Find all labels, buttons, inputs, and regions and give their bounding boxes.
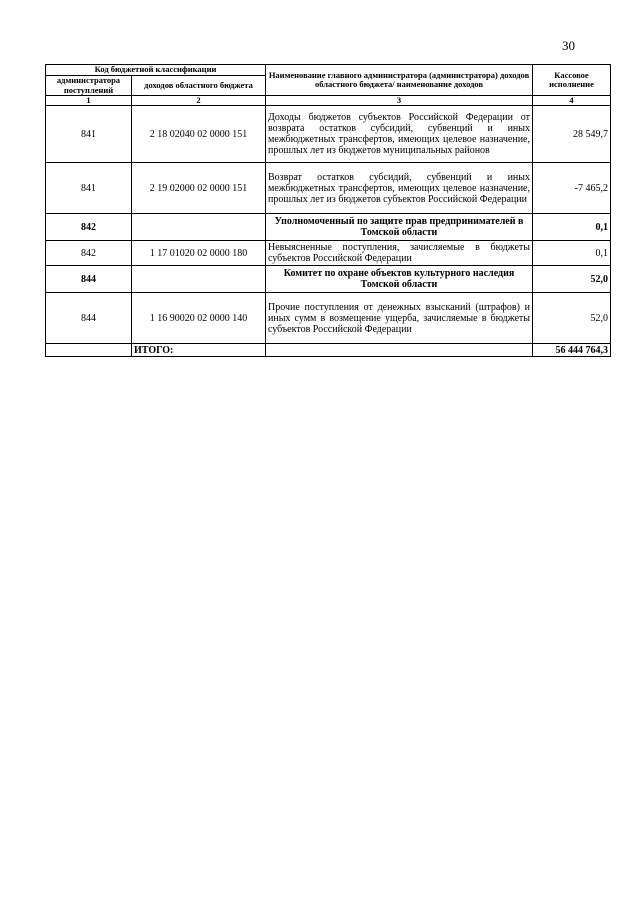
cash-amount: 52,0 xyxy=(533,266,611,293)
admin-code: 841 xyxy=(46,163,132,214)
total-label: ИТОГО: xyxy=(132,344,266,357)
header-admin-column: администратора поступлений xyxy=(46,76,132,96)
column-number: 4 xyxy=(533,96,611,106)
admin-code: 844 xyxy=(46,293,132,344)
income-name: Прочие поступления от денежных взысканий (штрафов) и иных сумм в возмещение ущерба, зачисляемые в бюджеты субъектов Российской Федерации xyxy=(266,293,533,344)
administrator-name: Уполномоченный по защите прав предпринимателей в Томской области xyxy=(266,214,533,241)
admin-code: 842 xyxy=(46,214,132,241)
total-row xyxy=(46,344,611,357)
page-number: 30 xyxy=(562,38,575,53)
income-code: 2 18 02040 02 0000 151 xyxy=(132,106,266,163)
cash-amount: 52,0 xyxy=(533,293,611,344)
header-cash-execution: Кассовое исполнение xyxy=(533,65,611,96)
income-code xyxy=(132,214,266,241)
table-row-administrator xyxy=(46,266,611,293)
income-name: Доходы бюджетов субъектов Российской Федерации от возврата остатков субсидий, субвенций и иных межбюджетных трансфертов, имеющих целевое назначение, прошлых лет из бюджетов муниципальных районов xyxy=(266,106,533,163)
header-classification-code: Код бюджетной классификации xyxy=(46,65,266,76)
income-name: Возврат остатков субсидий, субвенций и иных межбюджетных трансфертов, имеющих целевое назначение, прошлых лет из бюджетов субъектов Российской Федерации xyxy=(266,163,533,214)
total-amount: 56 444 764,3 xyxy=(533,344,611,357)
cash-amount: 0,1 xyxy=(533,241,611,266)
budget-income-table xyxy=(45,64,611,357)
administrator-name: Комитет по охране объектов культурного наследия Томской области xyxy=(266,266,533,293)
cash-amount: -7 465,2 xyxy=(533,163,611,214)
cash-amount: 0,1 xyxy=(533,214,611,241)
header-income-column: доходов областного бюджета xyxy=(132,76,266,96)
table-row xyxy=(46,106,611,163)
column-number: 3 xyxy=(266,96,533,106)
income-code xyxy=(132,266,266,293)
total-empty-cell xyxy=(266,344,533,357)
header-administrator-name: Наименование главного администратора (администратора) доходов областного бюджета/ наименование доходов xyxy=(266,65,533,96)
admin-code: 841 xyxy=(46,106,132,163)
table-row xyxy=(46,241,611,266)
cash-amount: 28 549,7 xyxy=(533,106,611,163)
total-empty-cell xyxy=(46,344,132,357)
admin-code: 844 xyxy=(46,266,132,293)
income-code: 1 16 90020 02 0000 140 xyxy=(132,293,266,344)
column-number: 2 xyxy=(132,96,266,106)
admin-code: 842 xyxy=(46,241,132,266)
income-code: 2 19 02000 02 0000 151 xyxy=(132,163,266,214)
table-row-administrator xyxy=(46,214,611,241)
column-number: 1 xyxy=(46,96,132,106)
income-code: 1 17 01020 02 0000 180 xyxy=(132,241,266,266)
table-row xyxy=(46,293,611,344)
income-name: Невыясненные поступления, зачисляемые в бюджеты субъектов Российской Федерации xyxy=(266,241,533,266)
table-row xyxy=(46,163,611,214)
